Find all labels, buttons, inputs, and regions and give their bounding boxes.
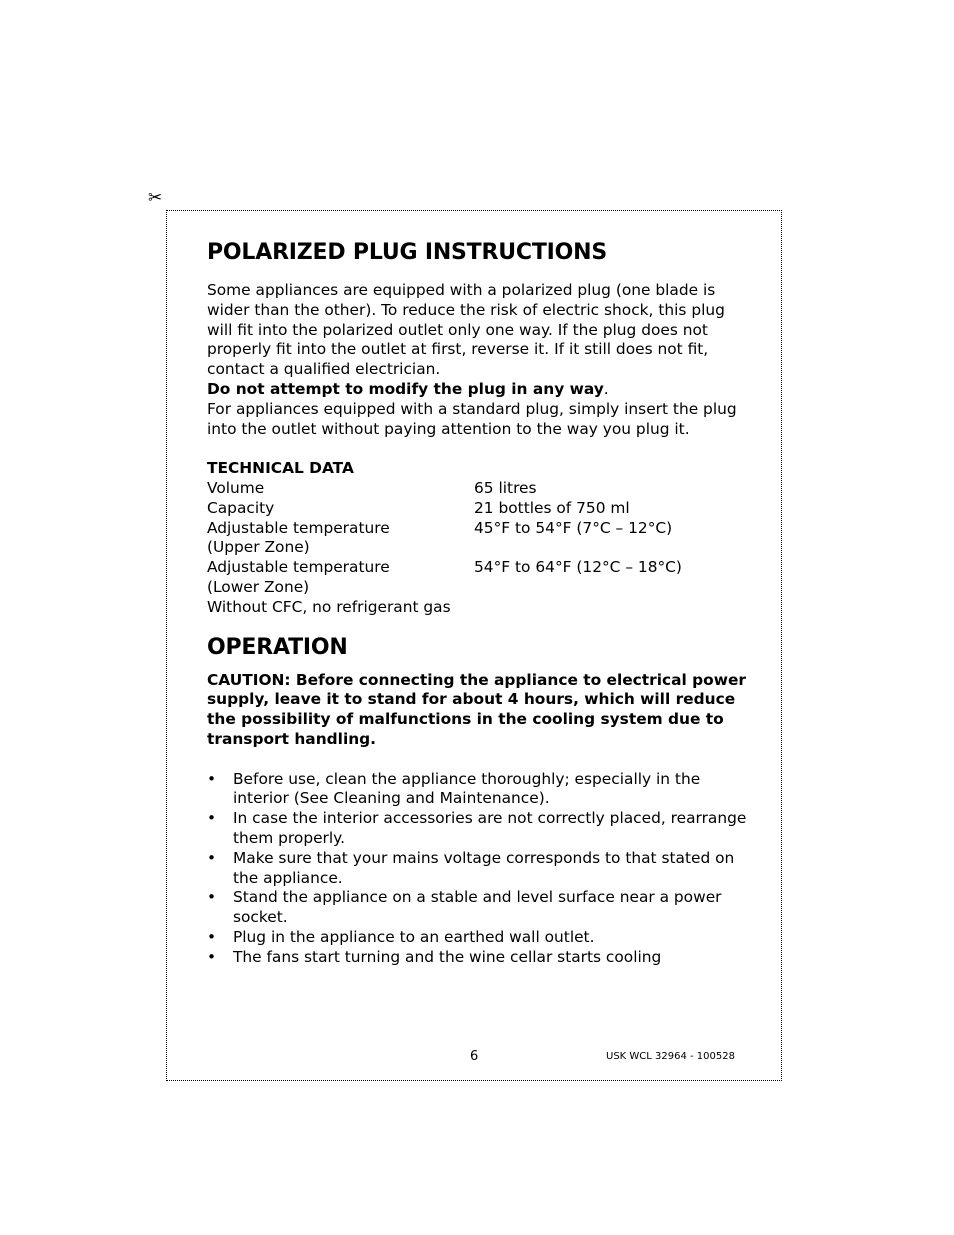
standard-plug-paragraph: For appliances equipped with a standard plug, simply insert the plug into the outlet without paying attention to the way you plug it. bbox=[207, 399, 737, 438]
warning-line bbox=[207, 380, 752, 400]
polarized-plug-title: POLARIZED PLUG INSTRUCTIONS bbox=[207, 240, 607, 265]
list-item bbox=[207, 809, 752, 849]
tech-row bbox=[207, 578, 752, 598]
polarized-plug-paragraph: Some appliances are equipped with a polarized plug (one blade is wider than the other). To reduce the risk of electric shock, this plug will fit into the polarized outlet only one way. If the plug does not properly fit into the outlet at first, reverse it. If it still does not fit, contact a qualified electrician. bbox=[207, 281, 725, 379]
tech-row bbox=[207, 499, 752, 519]
tech-row bbox=[207, 598, 752, 618]
bullet-icon: • bbox=[207, 848, 217, 867]
list-item-text: Before use, clean the appliance thoroughly; especially in the interior (See Cleaning and Maintenance). bbox=[233, 769, 701, 808]
bullet-icon: • bbox=[207, 809, 217, 828]
list-item-text: Make sure that your mains voltage corresponds to that stated on the appliance. bbox=[233, 848, 735, 887]
operation-title: OPERATION bbox=[207, 634, 348, 660]
tech-row bbox=[207, 519, 752, 539]
warning-period: . bbox=[603, 379, 609, 398]
operation-bullet-list bbox=[207, 770, 752, 968]
document-code: USK WCL 32964 - 100528 bbox=[606, 1051, 735, 1062]
scissors-icon: ✂ bbox=[148, 188, 163, 208]
bullet-icon: • bbox=[207, 947, 217, 966]
list-item-text: In case the interior accessories are not correctly placed, rearrange them properly. bbox=[233, 809, 747, 847]
tech-row bbox=[207, 538, 752, 558]
bullet-icon: • bbox=[207, 769, 217, 788]
list-item bbox=[207, 770, 752, 810]
tech-value: 45°F to 54°F (7°C – 12°C) bbox=[474, 518, 673, 537]
list-item-text: Plug in the appliance to an earthed wall outlet. bbox=[233, 927, 595, 946]
tech-label: Volume bbox=[207, 478, 265, 497]
technical-data-table bbox=[207, 479, 752, 618]
tech-label: Adjustable temperature bbox=[207, 558, 390, 577]
tech-label: Capacity bbox=[207, 498, 275, 517]
warning-text: Do not attempt to modify the plug in any way bbox=[207, 379, 604, 398]
caution-paragraph: CAUTION: Before connecting the appliance to electrical power supply, leave it to stand for about 4 hours, which will reduce the possibility of malfunctions in the cooling system due to transport handling. bbox=[207, 670, 747, 748]
list-item-text: Stand the appliance on a stable and level surface near a power socket. bbox=[233, 888, 722, 927]
tech-label: (Upper Zone) bbox=[207, 538, 310, 557]
list-item bbox=[207, 888, 752, 928]
tech-label: Without CFC, no refrigerant gas bbox=[207, 597, 451, 616]
page-content bbox=[207, 236, 752, 968]
tech-label: (Lower Zone) bbox=[207, 577, 310, 596]
list-item bbox=[207, 948, 752, 968]
bullet-icon: • bbox=[207, 888, 217, 907]
tech-value: 54°F to 64°F (12°C – 18°C) bbox=[474, 558, 682, 577]
list-item-text: The fans start turning and the wine cellar starts cooling bbox=[233, 947, 662, 966]
tech-label: Adjustable temperature bbox=[207, 518, 390, 537]
tech-row bbox=[207, 479, 752, 499]
technical-data-heading: TECHNICAL DATA bbox=[207, 459, 354, 478]
tech-value: 65 litres bbox=[474, 478, 537, 497]
tech-row bbox=[207, 558, 752, 578]
bullet-icon: • bbox=[207, 927, 217, 946]
list-item bbox=[207, 849, 752, 889]
list-item bbox=[207, 928, 752, 948]
tech-value: 21 bottles of 750 ml bbox=[474, 498, 630, 517]
page-number: 6 bbox=[470, 1049, 479, 1064]
